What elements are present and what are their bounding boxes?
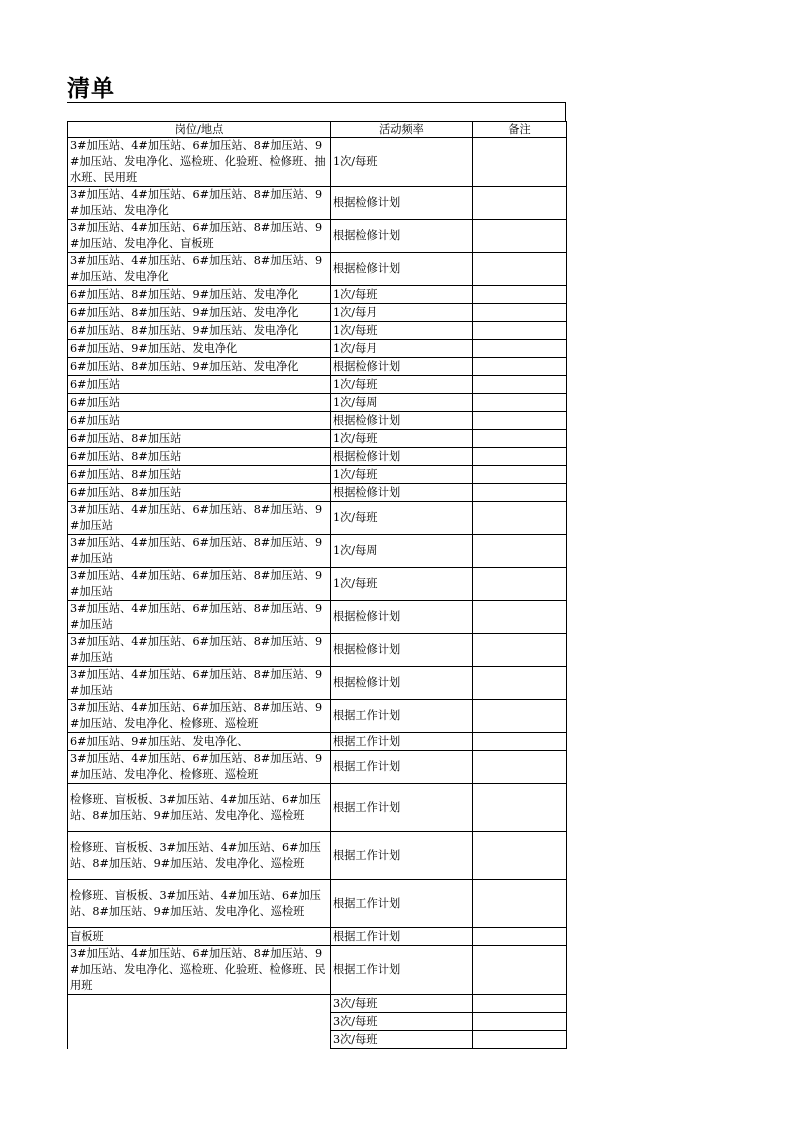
frequency-cell: 1次/每班 xyxy=(331,502,473,535)
location-cell: 3#加压站、4#加压站、6#加压站、8#加压站、9#加压站 xyxy=(68,667,331,700)
note-cell xyxy=(473,430,567,448)
location-cell: 3#加压站、4#加压站、6#加压站、8#加压站、9#加压站 xyxy=(68,502,331,535)
header-location: 岗位/地点 xyxy=(68,122,331,138)
note-cell xyxy=(473,322,567,340)
note-cell xyxy=(473,733,567,751)
table-row xyxy=(68,568,567,601)
note-cell xyxy=(473,253,567,286)
location-cell: 3#加压站、4#加压站、6#加压站、8#加压站、9#加压站、发电净化、检修班、巡检班 xyxy=(68,700,331,733)
table-row xyxy=(68,946,567,995)
page-title: 清单 xyxy=(67,76,115,102)
location-cell: 3#加压站、4#加压站、6#加压站、8#加压站、9#加压站、发电净化、检修班、巡检班 xyxy=(68,751,331,784)
frequency-cell: 1次/每班 xyxy=(331,322,473,340)
table-row xyxy=(68,502,567,535)
note-cell xyxy=(473,880,567,928)
note-cell xyxy=(473,995,567,1013)
frequency-cell: 1次/每周 xyxy=(331,394,473,412)
table-row xyxy=(68,448,567,466)
location-cell: 6#加压站、8#加压站、9#加压站、发电净化 xyxy=(68,286,331,304)
frequency-cell: 根据工作计划 xyxy=(331,880,473,928)
frequency-cell: 1次/每班 xyxy=(331,466,473,484)
location-cell: 6#加压站、8#加压站、9#加压站、发电净化 xyxy=(68,304,331,322)
frequency-cell: 3次/每班 xyxy=(331,995,473,1013)
table-row xyxy=(68,535,567,568)
note-cell xyxy=(473,484,567,502)
table-row xyxy=(68,484,567,502)
note-cell xyxy=(473,304,567,322)
table-row xyxy=(68,286,567,304)
frequency-cell: 1次/每月 xyxy=(331,304,473,322)
note-cell xyxy=(473,412,567,430)
frequency-cell: 根据工作计划 xyxy=(331,928,473,946)
note-cell xyxy=(473,928,567,946)
note-cell xyxy=(473,502,567,535)
note-cell xyxy=(473,286,567,304)
frequency-cell: 根据检修计划 xyxy=(331,253,473,286)
frequency-cell: 根据检修计划 xyxy=(331,601,473,634)
table-row xyxy=(68,751,567,784)
table-row xyxy=(68,358,567,376)
table-row xyxy=(68,995,567,1013)
note-cell xyxy=(473,358,567,376)
note-cell xyxy=(473,784,567,832)
note-cell xyxy=(473,448,567,466)
table-row xyxy=(68,667,567,700)
frequency-cell: 根据检修计划 xyxy=(331,412,473,430)
note-cell xyxy=(473,376,567,394)
frequency-cell: 3次/每班 xyxy=(331,1031,473,1049)
location-cell: 6#加压站、9#加压站、发电净化 xyxy=(68,340,331,358)
note-cell xyxy=(473,601,567,634)
table-top-frame xyxy=(67,102,566,121)
location-cell: 6#加压站、8#加压站、9#加压站、发电净化 xyxy=(68,358,331,376)
location-cell: 检修班、盲板板、3#加压站、4#加压站、6#加压站、8#加压站、9#加压站、发电净化、巡检班 xyxy=(68,784,331,832)
frequency-cell: 根据检修计划 xyxy=(331,667,473,700)
table-row xyxy=(68,220,567,253)
table-row xyxy=(68,138,567,187)
frequency-cell: 根据检修计划 xyxy=(331,634,473,667)
frequency-cell: 1次/每班 xyxy=(331,286,473,304)
note-cell xyxy=(473,832,567,880)
frequency-cell: 1次/每月 xyxy=(331,340,473,358)
location-cell: 检修班、盲板板、3#加压站、4#加压站、6#加压站、8#加压站、9#加压站、发电净化、巡检班 xyxy=(68,832,331,880)
frequency-cell: 1次/每班 xyxy=(331,138,473,187)
table-row xyxy=(68,733,567,751)
table-row xyxy=(68,700,567,733)
table-row xyxy=(68,304,567,322)
location-cell: 3#加压站、4#加压站、6#加压站、8#加压站、9#加压站、发电净化、巡检班、化验班、检修班、民用班 xyxy=(68,946,331,995)
frequency-cell: 根据工作计划 xyxy=(331,832,473,880)
table-row xyxy=(68,376,567,394)
frequency-cell: 根据检修计划 xyxy=(331,448,473,466)
location-cell: 6#加压站 xyxy=(68,376,331,394)
location-cell: 6#加压站、8#加压站 xyxy=(68,484,331,502)
note-cell xyxy=(473,568,567,601)
table-row xyxy=(68,784,567,832)
frequency-cell: 根据检修计划 xyxy=(331,187,473,220)
frequency-cell: 根据工作计划 xyxy=(331,751,473,784)
header-note: 备注 xyxy=(473,122,567,138)
table-row xyxy=(68,394,567,412)
frequency-cell: 根据工作计划 xyxy=(331,733,473,751)
location-cell: 盲板班 xyxy=(68,928,331,946)
note-cell xyxy=(473,466,567,484)
location-cell xyxy=(68,995,331,1049)
table-row xyxy=(68,466,567,484)
frequency-cell: 1次/每班 xyxy=(331,376,473,394)
note-cell xyxy=(473,187,567,220)
frequency-cell: 根据工作计划 xyxy=(331,784,473,832)
table-row xyxy=(68,634,567,667)
location-cell: 3#加压站、4#加压站、6#加压站、8#加压站、9#加压站 xyxy=(68,601,331,634)
note-cell xyxy=(473,751,567,784)
location-cell: 6#加压站、8#加压站、9#加压站、发电净化 xyxy=(68,322,331,340)
location-cell: 6#加压站、8#加压站 xyxy=(68,448,331,466)
note-cell xyxy=(473,340,567,358)
frequency-cell: 1次/每班 xyxy=(331,568,473,601)
location-cell: 3#加压站、4#加压站、6#加压站、8#加压站、9#加压站、发电净化 xyxy=(68,253,331,286)
note-cell xyxy=(473,394,567,412)
table-row xyxy=(68,322,567,340)
frequency-cell: 根据工作计划 xyxy=(331,946,473,995)
frequency-cell: 1次/每周 xyxy=(331,535,473,568)
location-cell: 检修班、盲板板、3#加压站、4#加压站、6#加压站、8#加压站、9#加压站、发电净化、巡检班 xyxy=(68,880,331,928)
location-cell: 3#加压站、4#加压站、6#加压站、8#加压站、9#加压站、发电净化、巡检班、化验班、检修班、抽水班、民用班 xyxy=(68,138,331,187)
location-cell: 3#加压站、4#加压站、6#加压站、8#加压站、9#加压站 xyxy=(68,568,331,601)
location-cell: 6#加压站、8#加压站 xyxy=(68,466,331,484)
frequency-cell: 3次/每班 xyxy=(331,1013,473,1031)
note-cell xyxy=(473,1031,567,1049)
table-row xyxy=(68,880,567,928)
table-row xyxy=(68,430,567,448)
table-row xyxy=(68,601,567,634)
table-row xyxy=(68,412,567,430)
table-row xyxy=(68,340,567,358)
location-cell: 6#加压站 xyxy=(68,394,331,412)
table-header-row xyxy=(68,122,567,138)
note-cell xyxy=(473,667,567,700)
frequency-cell: 根据检修计划 xyxy=(331,358,473,376)
table-row xyxy=(68,253,567,286)
location-cell: 3#加压站、4#加压站、6#加压站、8#加压站、9#加压站 xyxy=(68,535,331,568)
header-frequency: 活动频率 xyxy=(331,122,473,138)
table-row xyxy=(68,187,567,220)
note-cell xyxy=(473,535,567,568)
note-cell xyxy=(473,634,567,667)
location-cell: 6#加压站 xyxy=(68,412,331,430)
checklist-table xyxy=(67,121,567,1049)
location-cell: 3#加压站、4#加压站、6#加压站、8#加压站、9#加压站 xyxy=(68,634,331,667)
note-cell xyxy=(473,138,567,187)
location-cell: 6#加压站、9#加压站、发电净化、 xyxy=(68,733,331,751)
frequency-cell: 根据检修计划 xyxy=(331,220,473,253)
location-cell: 6#加压站、8#加压站 xyxy=(68,430,331,448)
location-cell: 3#加压站、4#加压站、6#加压站、8#加压站、9#加压站、发电净化 xyxy=(68,187,331,220)
frequency-cell: 根据工作计划 xyxy=(331,700,473,733)
note-cell xyxy=(473,1013,567,1031)
note-cell xyxy=(473,700,567,733)
table-row xyxy=(68,928,567,946)
note-cell xyxy=(473,220,567,253)
note-cell xyxy=(473,946,567,995)
table-row xyxy=(68,832,567,880)
frequency-cell: 1次/每班 xyxy=(331,430,473,448)
location-cell: 3#加压站、4#加压站、6#加压站、8#加压站、9#加压站、发电净化、盲板班 xyxy=(68,220,331,253)
frequency-cell: 根据检修计划 xyxy=(331,484,473,502)
